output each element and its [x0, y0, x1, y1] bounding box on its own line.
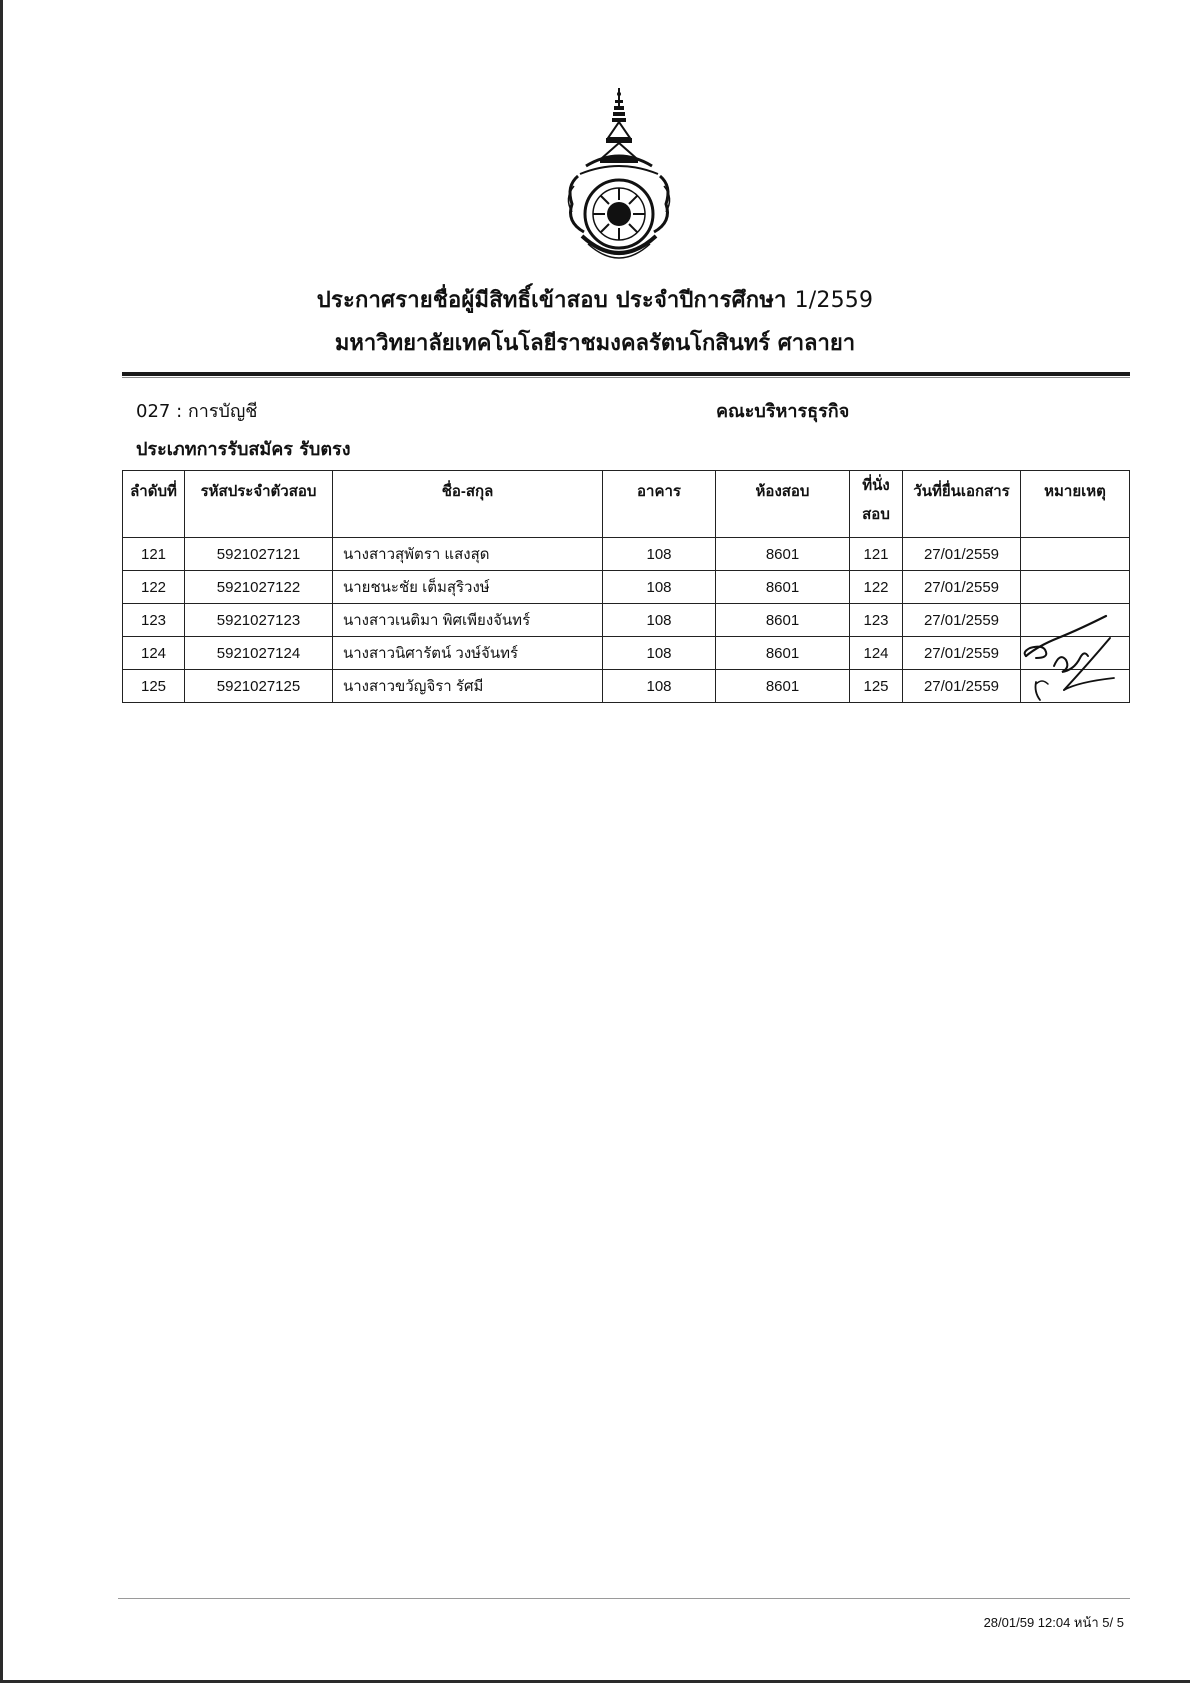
scan-left-edge	[0, 0, 3, 1683]
university-name: มหาวิทยาลัยเทคโนโลยีราชมงคลรัตนโกสินทร์ ศาลายา	[334, 331, 856, 356]
cell-date: 27/01/2559	[903, 604, 1021, 637]
header-divider	[122, 372, 1130, 376]
cell-building: 108	[603, 571, 716, 604]
cell-no: 125	[123, 670, 185, 703]
cell-seat: 121	[850, 538, 903, 571]
cell-date: 27/01/2559	[903, 637, 1021, 670]
table-row	[123, 670, 1130, 703]
cell-no: 122	[123, 571, 185, 604]
cell-exam-id: 5921027121	[185, 538, 333, 571]
cell-building: 108	[603, 670, 716, 703]
cell-room: 8601	[716, 604, 850, 637]
faculty-name: คณะบริหารธุรกิจ	[716, 401, 850, 422]
cell-no: 124	[123, 637, 185, 670]
table-row	[123, 571, 1130, 604]
cell-seat: 122	[850, 571, 903, 604]
cell-exam-id: 5921027122	[185, 571, 333, 604]
cell-building: 108	[603, 538, 716, 571]
cell-building: 108	[603, 604, 716, 637]
table-row	[123, 538, 1130, 571]
cell-building: 108	[603, 637, 716, 670]
program-code-name: 027 : การบัญชี	[136, 401, 258, 422]
cell-seat: 124	[850, 637, 903, 670]
cell-remark	[1021, 571, 1130, 604]
cell-exam-id: 5921027125	[185, 670, 333, 703]
header-divider-thin	[122, 377, 1130, 378]
col-header-no: ลำดับที่	[123, 471, 185, 538]
col-header-name: ชื่อ-สกุล	[333, 471, 603, 538]
cell-name: นางสาวขวัญจิรา รัศมี	[333, 670, 603, 703]
col-header-date: วันที่ยื่นเอกสาร	[903, 471, 1021, 538]
cell-remark	[1021, 538, 1130, 571]
cell-room: 8601	[716, 538, 850, 571]
academic-year: 1/2559	[794, 288, 874, 313]
footer-timestamp-page: 28/01/59 12:04 หน้า 5/ 5	[983, 1615, 1124, 1630]
cell-name: นายชนะชัย เต็มสุริวงษ์	[333, 571, 603, 604]
cell-name: นางสาวนิศารัตน์ วงษ์จันทร์	[333, 637, 603, 670]
table-header-row	[123, 471, 1130, 538]
table-row	[123, 637, 1130, 670]
exam-roster-table	[122, 470, 1130, 703]
col-header-exam-id: รหัสประจำตัวสอบ	[185, 471, 333, 538]
cell-room: 8601	[716, 637, 850, 670]
cell-seat: 125	[850, 670, 903, 703]
cell-exam-id: 5921027123	[185, 604, 333, 637]
col-header-seat: ที่นั่ง สอบ	[850, 471, 903, 538]
university-emblem-icon	[562, 86, 676, 272]
handwritten-signature-icon	[1018, 612, 1138, 702]
table-row	[123, 604, 1130, 637]
cell-room: 8601	[716, 571, 850, 604]
announcement-title-text: ประกาศรายชื่อผู้มีสิทธิ์เข้าสอบ ประจำปีการศึกษา	[316, 288, 787, 313]
col-header-building: อาคาร	[603, 471, 716, 538]
cell-exam-id: 5921027124	[185, 637, 333, 670]
announcement-title	[0, 282, 1190, 317]
cell-seat: 123	[850, 604, 903, 637]
cell-date: 27/01/2559	[903, 670, 1021, 703]
admission-type: ประเภทการรับสมัคร รับตรง	[136, 439, 351, 460]
cell-no: 121	[123, 538, 185, 571]
cell-room: 8601	[716, 670, 850, 703]
cell-no: 123	[123, 604, 185, 637]
cell-name: นางสาวสุพัตรา แสงสุด	[333, 538, 603, 571]
col-header-remark: หมายเหตุ	[1021, 471, 1130, 538]
cell-name: นางสาวเนติมา พิศเพียงจันทร์	[333, 604, 603, 637]
col-header-room: ห้องสอบ	[716, 471, 850, 538]
footer-divider	[118, 1598, 1130, 1599]
cell-date: 27/01/2559	[903, 538, 1021, 571]
cell-date: 27/01/2559	[903, 571, 1021, 604]
